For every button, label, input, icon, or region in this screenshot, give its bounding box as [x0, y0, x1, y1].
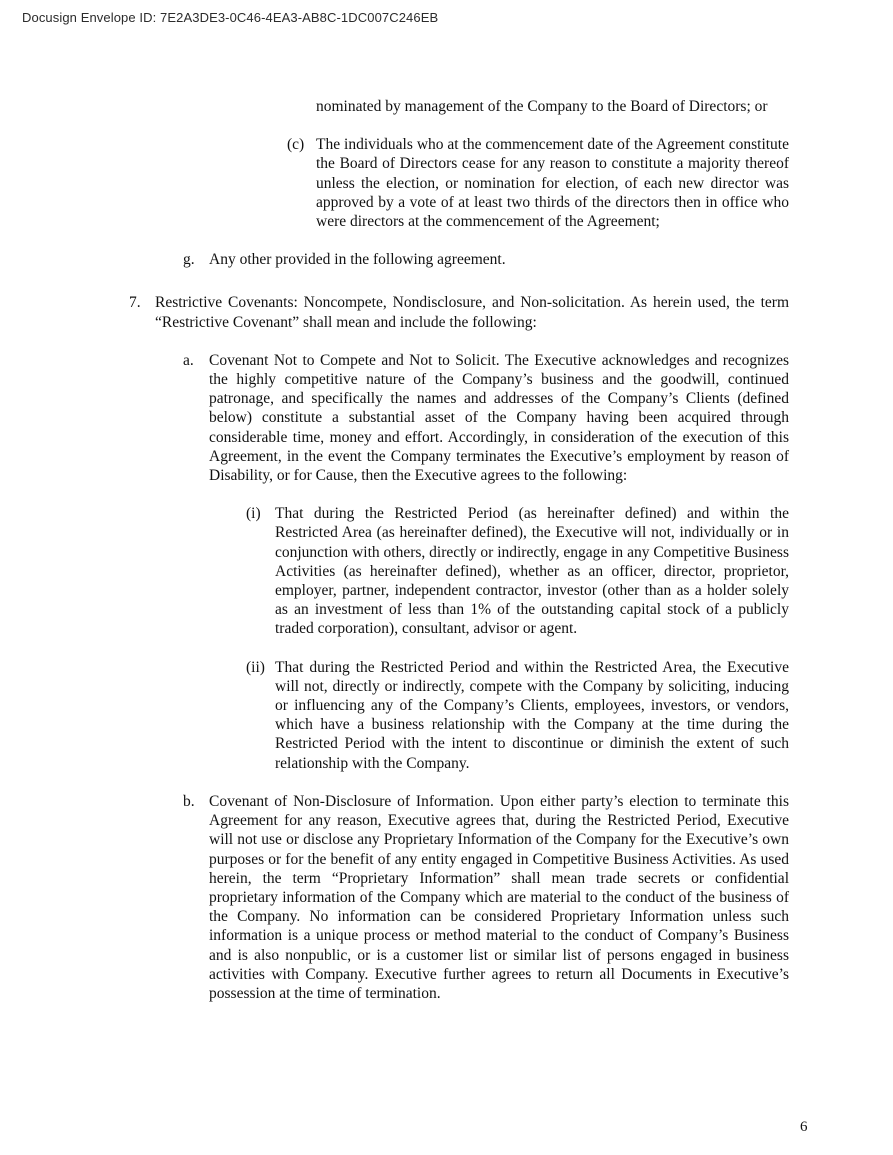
list-label: b.: [183, 792, 195, 810]
docusign-envelope-id: Docusign Envelope ID: 7E2A3DE3-0C46-4EA3-AB8C-1DC007C246EB: [22, 10, 439, 25]
paragraph-item-c: [287, 135, 789, 231]
list-label: (ii): [246, 658, 265, 676]
document-body: [0, 97, 893, 1003]
list-label: (i): [246, 505, 261, 523]
paragraph-item-b: [183, 792, 789, 1003]
paragraph-text: Covenant of Non-Disclosure of Information. Upon either party’s election to terminate this Agreement for any reason, Executive agrees that, during the Restricted Period, Executive will not use or disclose any Proprietary Information of the Company for the Executive’s own purposes or for the benefit of any entity engaged in Competitive Business Activities. As used herein, the term “Proprietary Information” shall mean trade secrets or confidential proprietary information of the Company which are material to the conduct of the business of the Company. No information can be considered Proprietary Information unless such information is a unique process or method material to the conduct of Company’s Business and is also nonpublic, or is a customer list or similar list of persons engaged in business activities with Company. Executive further agrees to return all Documents in Executive’s possession at the time of termination.: [209, 792, 789, 1002]
list-label: 7.: [129, 294, 141, 312]
paragraph-text: Restrictive Covenants: Noncompete, Nondisclosure, and Non-solicitation. As herein used, the term “Restrictive Covenant” shall mean and include the following:: [155, 294, 789, 331]
list-label: g.: [183, 251, 195, 269]
paragraph-continuation: [316, 97, 789, 116]
paragraph-item-i: [246, 504, 789, 638]
paragraph-text: The individuals who at the commencement date of the Agreement constitute the Board of Directors cease for any reason to constitute a majority thereof unless the election, or nomination for election, of each new director was approved by a vote of at least two thirds of the directors then in office who were directors at the commencement of the Agreement;: [316, 136, 789, 231]
list-label: (c): [287, 136, 305, 154]
paragraph-text: That during the Restricted Period and within the Restricted Area, the Executive will not, directly or indirectly, compete with the Company by soliciting, inducing or influencing any of the Company’s Clients, employees, investors, or vendors, which have a business relationship with the Company at the time during the Restricted Period with the intent to discontinue or diminish the extent of such relationship with the Company.: [275, 658, 789, 772]
list-label: a.: [183, 351, 194, 369]
paragraph-text: Covenant Not to Compete and Not to Solicit. The Executive acknowledges and recognizes the highly competitive nature of the Company’s business and the goodwill, continued patronage, and specifically the names and addresses of the Company’s Clients (defined below) constitute a substantial asset of the Company having been acquired through considerable time, money and effort. Accordingly, in consideration of the execution of this Agreement, in the event the Company terminates the Executive’s employment by reason of Disability, or for Cause, then the Executive agrees to the following:: [209, 351, 789, 485]
paragraph-item-a: [183, 351, 789, 485]
paragraph-item-g: [183, 250, 789, 269]
paragraph-item-ii: [246, 658, 789, 773]
page-number: 6: [800, 1119, 808, 1135]
paragraph-text: Any other provided in the following agreement.: [209, 251, 506, 269]
paragraph-text: nominated by management of the Company to the Board of Directors; or: [316, 98, 768, 115]
paragraph-text: That during the Restricted Period (as hereinafter defined) and within the Restricted Area (as hereinafter defined), the Executive will not, individually or in conjunction with others, directly or indirectly, engage in any Competitive Business Activities (as hereinafter defined), whether as an officer, director, proprietor, employer, partner, independent contractor, investor (other than as a holder solely as an investment of less than 1% of the outstanding capital stock of a publicly traded corporation), consultant, advisor or agent.: [275, 505, 789, 638]
paragraph-section-7: [129, 293, 789, 331]
